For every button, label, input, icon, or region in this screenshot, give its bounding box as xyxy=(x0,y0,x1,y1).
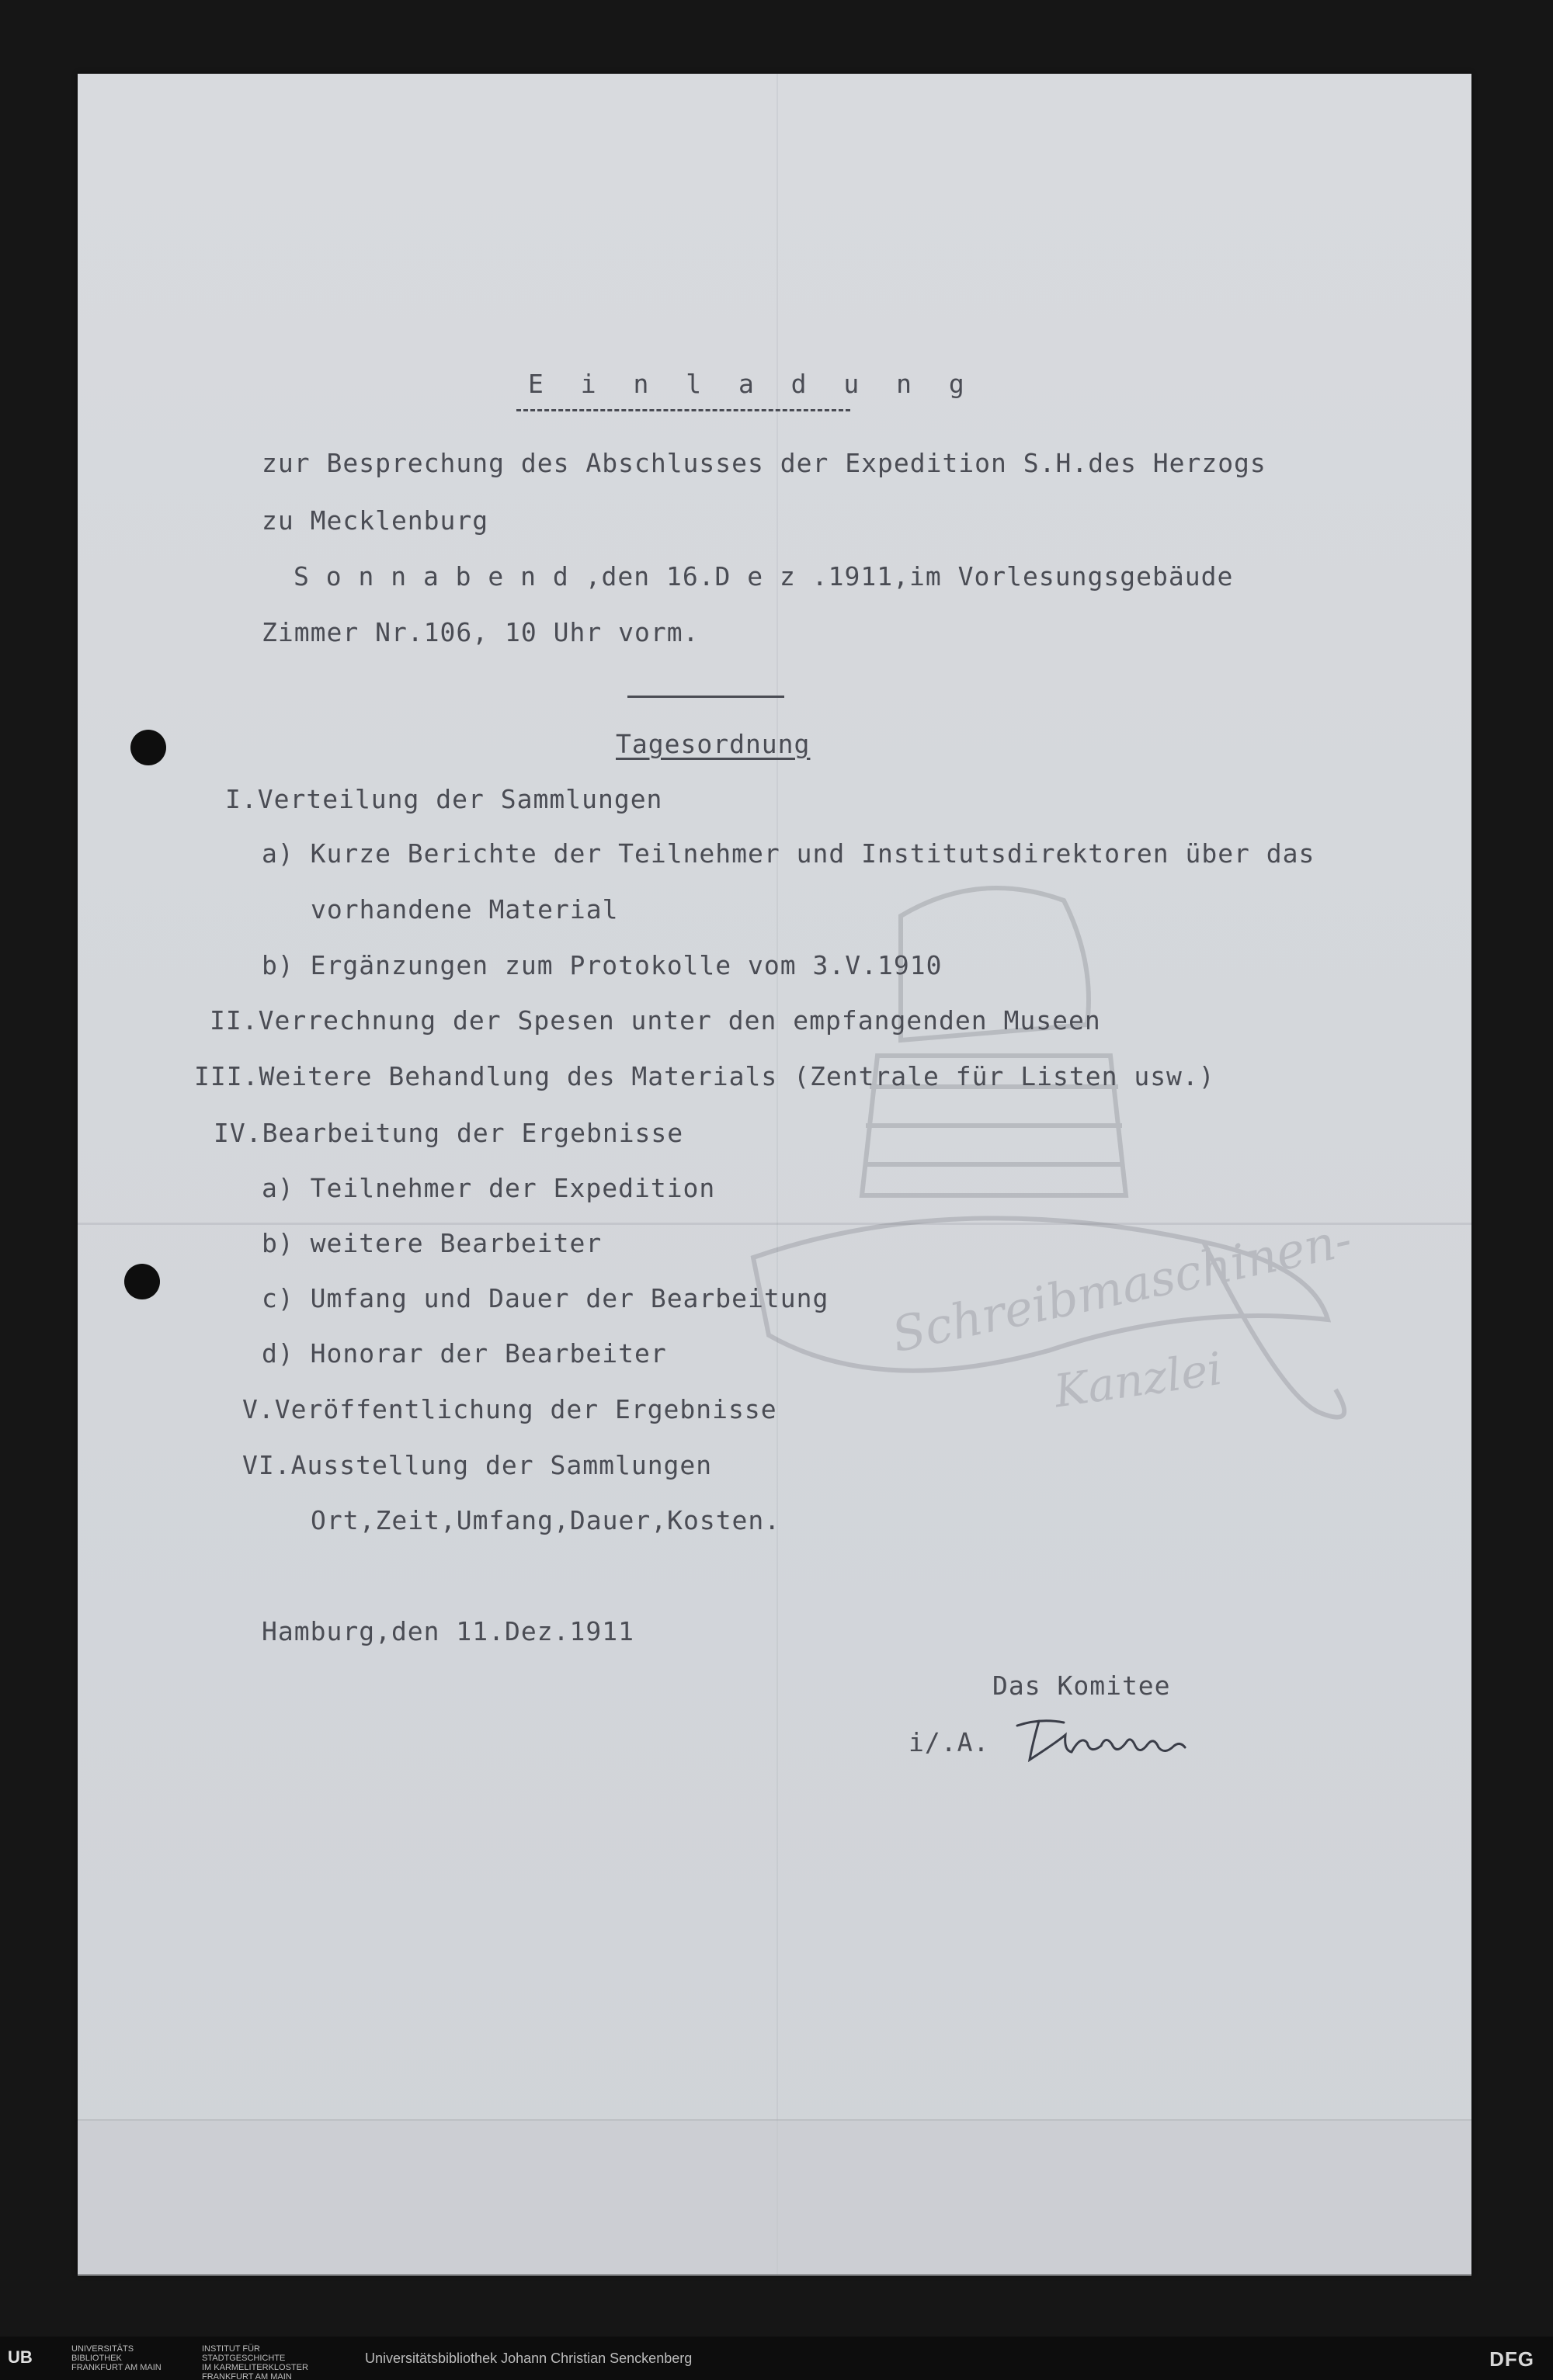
dfg-logo: DFG xyxy=(1489,2347,1534,2371)
agenda-item: Ort,Zeit,Umfang,Dauer,Kosten. xyxy=(311,1505,781,1535)
meeting-date-line: S o n n a b e n d ,den 16.D e z .1911,im Vorlesungsgebäude xyxy=(294,561,1234,592)
ub-logo: UB xyxy=(8,2347,33,2367)
committee-name: Das Komitee xyxy=(992,1671,1171,1701)
library-name: Universitätsbibliothek Johann Christian Senckenberg xyxy=(365,2351,693,2366)
agenda-item: VI.Ausstellung der Sammlungen xyxy=(242,1450,713,1480)
svg-text:Kanzlei: Kanzlei xyxy=(1051,1341,1225,1418)
document-title: E i n l a d u n g xyxy=(528,369,975,399)
title-dashed-underline xyxy=(516,409,850,411)
svg-text:Schreibmaschinen-: Schreibmaschinen- xyxy=(887,1210,1357,1364)
agenda-item: c) Umfang und Dauer der Bearbeitung xyxy=(262,1283,829,1313)
ub-caption-line: UNIVERSITÄTS xyxy=(71,2344,134,2354)
ub-caption-line: BIBLIOTHEK xyxy=(71,2354,122,2363)
agenda-item: III.Weitere Behandlung des Materials (Zentrale für Listen usw.) xyxy=(194,1061,1215,1091)
agenda-item: I.Verteilung der Sammlungen xyxy=(225,784,663,814)
punch-hole-bottom xyxy=(124,1264,160,1299)
isg-caption-line: IM KARMELITERKLOSTER xyxy=(202,2363,308,2372)
agenda-item: b) weitere Bearbeiter xyxy=(262,1228,603,1258)
place-and-date: Hamburg,den 11.Dez.1911 xyxy=(262,1616,634,1646)
intro-line-2: zu Mecklenburg xyxy=(262,505,489,536)
agenda-item: IV.Bearbeitung der Ergebnisse xyxy=(214,1118,684,1148)
agenda-item: b) Ergänzungen zum Protokolle vom 3.V.1910 xyxy=(262,950,943,980)
agenda-item: II.Verrechnung der Spesen unter den empfangenden Museen xyxy=(210,1005,1101,1036)
archive-footer-bar xyxy=(0,2337,1553,2380)
paper-folded-bottom-edge xyxy=(78,2119,1471,2276)
agenda-heading: Tagesordnung xyxy=(616,729,811,759)
section-divider xyxy=(627,696,784,698)
handwritten-signature xyxy=(1009,1712,1188,1766)
isg-caption-line: FRANKFURT AM MAIN xyxy=(202,2372,292,2380)
agenda-item: a) Kurze Berichte der Teilnehmer und Institutsdirektoren über das xyxy=(262,838,1315,869)
isg-caption-line: STADTGESCHICHTE xyxy=(202,2354,286,2363)
typewriter-office-stamp xyxy=(722,854,1359,1444)
punch-hole-top xyxy=(130,730,166,765)
ub-caption-line: FRANKFURT AM MAIN xyxy=(71,2363,162,2372)
ub-logo-caption xyxy=(71,2344,162,2372)
agenda-item: d) Honorar der Bearbeiter xyxy=(262,1338,667,1369)
agenda-item: vorhandene Material xyxy=(311,894,619,925)
meeting-room-line: Zimmer Nr.106, 10 Uhr vorm. xyxy=(262,617,700,647)
agenda-item: V.Veröffentlichung der Ergebnisse xyxy=(242,1394,777,1424)
agenda-item: a) Teilnehmer der Expedition xyxy=(262,1173,716,1203)
isg-caption-line: INSTITUT FÜR xyxy=(202,2344,260,2354)
isg-logo-caption xyxy=(202,2344,308,2380)
intro-line-1: zur Besprechung des Abschlusses der Expedition S.H.des Herzogs xyxy=(262,448,1266,478)
signed-on-behalf-prefix: i/.A. xyxy=(909,1727,990,1757)
